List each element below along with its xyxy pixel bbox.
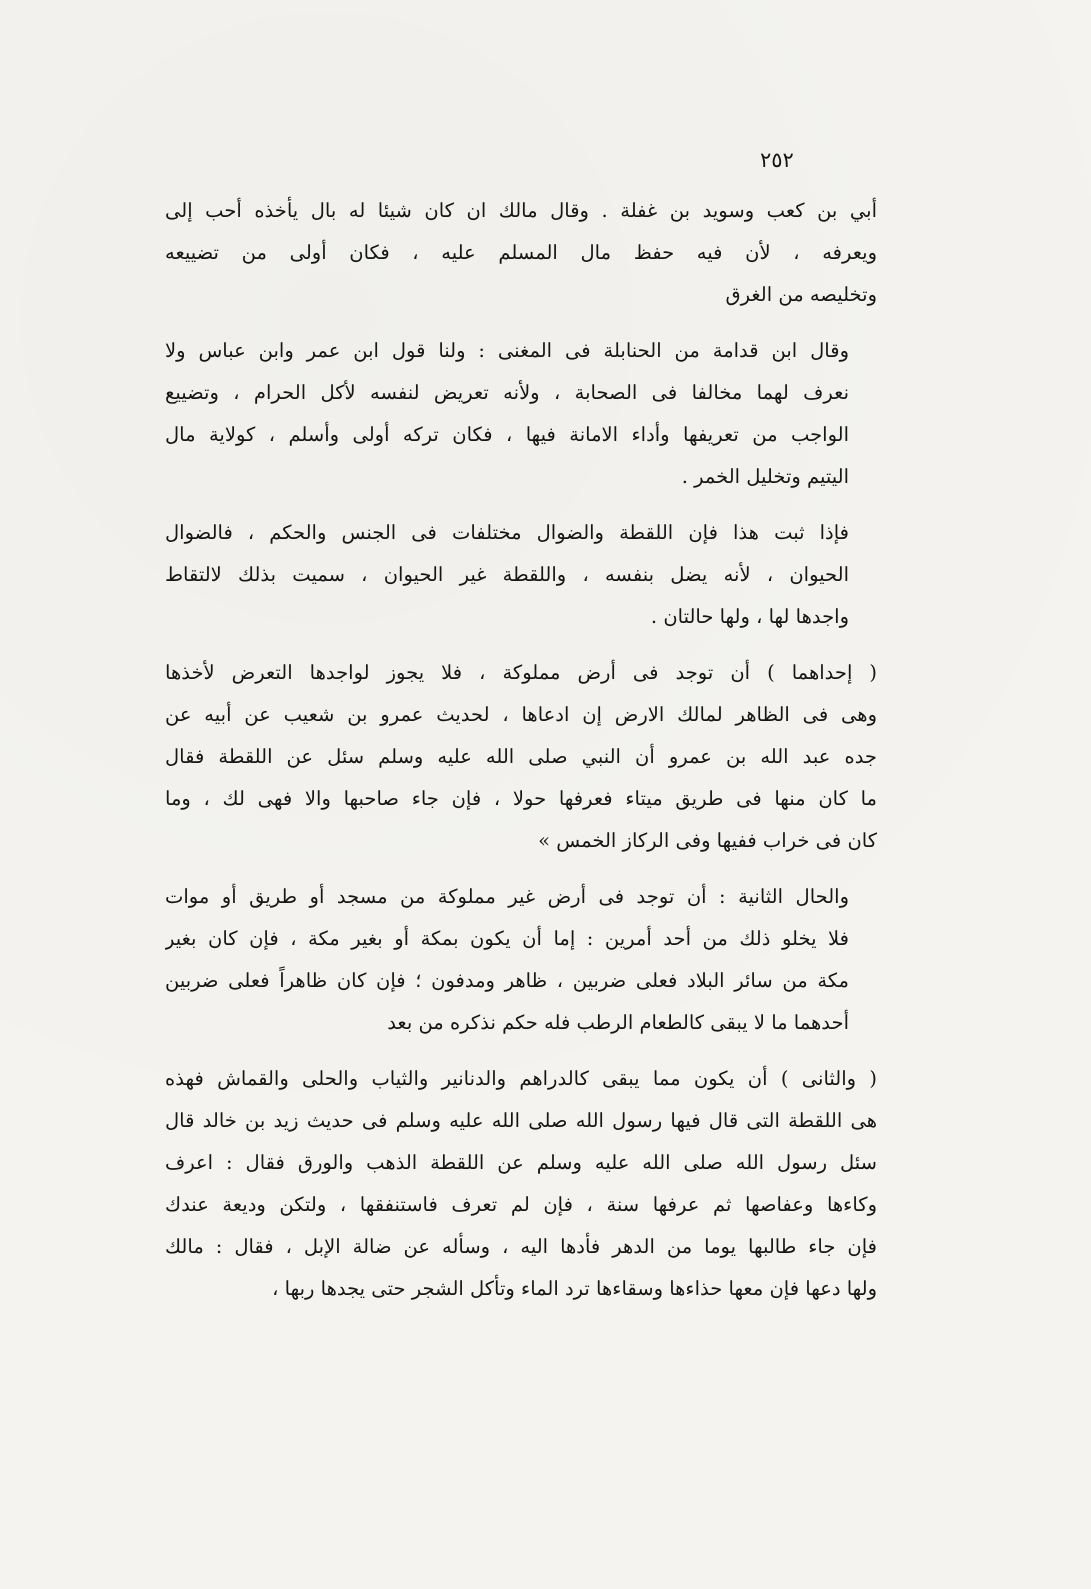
text-line: فإن جاء طالبها يوما من الدهر فأدها اليه ، وسأله عن ضالة الإبل ، فقال : مالك bbox=[165, 1235, 877, 1258]
text-line: وكاءها وعفاصها ثم عرفها سنة ، فإن لم تعرف فاستنفقها ، ولتكن وديعة عندك bbox=[165, 1193, 877, 1216]
paragraph bbox=[165, 876, 877, 1044]
text-line: والحال الثانية : أن توجد فى أرض غير مملوكة من مسجد أو طريق أو موات bbox=[165, 885, 849, 908]
text-line: فإذا ثبت هذا فإن اللقطة والضوال مختلفات فى الجنس والحكم ، فالضوال bbox=[165, 521, 849, 544]
text-line: هى اللقطة التى قال فيها رسول الله صلى الله عليه وسلم فى حديث زيد بن خالد قال bbox=[165, 1109, 877, 1132]
text-line: ولها دعها فإن معها حذاءها وسقاءها ترد الماء وتأكل الشجر حتى يجدها ربها ، bbox=[272, 1277, 877, 1300]
text-line: أحدهما ما لا يبقى كالطعام الرطب فله حكم نذكره من بعد bbox=[387, 1011, 849, 1034]
text-line: جده عبد الله بن عمرو أن النبي صلى الله عليه وسلم سئل عن اللقطة فقال bbox=[165, 745, 877, 768]
text-line: ما كان منها فى طريق ميتاء فعرفها حولا ، فإن جاء صاحبها والا فهى لك ، وما bbox=[165, 787, 877, 810]
paragraph bbox=[165, 1058, 877, 1310]
text-line: سئل رسول الله صلى الله عليه وسلم عن اللقطة الذهب والورق فقال : اعرف bbox=[165, 1151, 877, 1174]
body-text bbox=[165, 190, 877, 1324]
text-line: وقال ابن قدامة من الحنابلة فى المغنى : ولنا قول ابن عمر وابن عباس ولا bbox=[165, 339, 849, 362]
text-line: نعرف لهما مخالفا فى الصحابة ، ولأنه تعريض لنفسه لأكل الحرام ، وتضييع bbox=[165, 381, 849, 404]
text-line: وتخليصه من الغرق bbox=[725, 283, 877, 306]
text-line: ( إحداهما ) أن توجد فى أرض مملوكة ، فلا يجوز لواجدها التعرض لأخذها bbox=[165, 661, 877, 684]
page-number: ٢٥٢ bbox=[760, 148, 794, 172]
text-line: فلا يخلو ذلك من أحد أمرين : إما أن يكون بمكة أو بغير مكة ، فإن كان بغير bbox=[165, 927, 849, 950]
text-line: الواجب من تعريفها وأداء الامانة فيها ، فكان تركه أولى وأسلم ، كولاية مال bbox=[165, 423, 849, 446]
text-line: مكة من سائر البلاد فعلى ضربين ، ظاهر ومدفون ؛ فإن كان ظاهراً فعلى ضربين bbox=[165, 969, 849, 992]
text-line: أبي بن كعب وسويد بن غفلة . وقال مالك ان كان شيئا له بال يأخذه أحب إلى bbox=[165, 199, 877, 222]
text-line: وهى فى الظاهر لمالك الارض إن ادعاها ، لحديث عمرو بن شعيب عن أبيه عن bbox=[165, 703, 877, 726]
text-line: ( والثانى ) أن يكون مما يبقى كالدراهم والدنانير والثياب والحلى والقماش فهذه bbox=[165, 1067, 877, 1090]
text-line: الحيوان ، لأنه يضل بنفسه ، واللقطة غير الحيوان ، سميت بذلك لالتقاط bbox=[165, 563, 849, 586]
text-line: كان فى خراب ففيها وفى الركاز الخمس » bbox=[538, 829, 877, 852]
text-line: اليتيم وتخليل الخمر . bbox=[681, 465, 849, 488]
paragraph bbox=[165, 652, 877, 862]
paragraph bbox=[165, 330, 877, 498]
text-line: واجدها لها ، ولها حالتان . bbox=[650, 605, 849, 628]
paragraph bbox=[165, 512, 877, 638]
text-line: ويعرفه ، لأن فيه حفظ مال المسلم عليه ، فكان أولى من تضييعه bbox=[165, 241, 877, 264]
paragraph bbox=[165, 190, 877, 316]
